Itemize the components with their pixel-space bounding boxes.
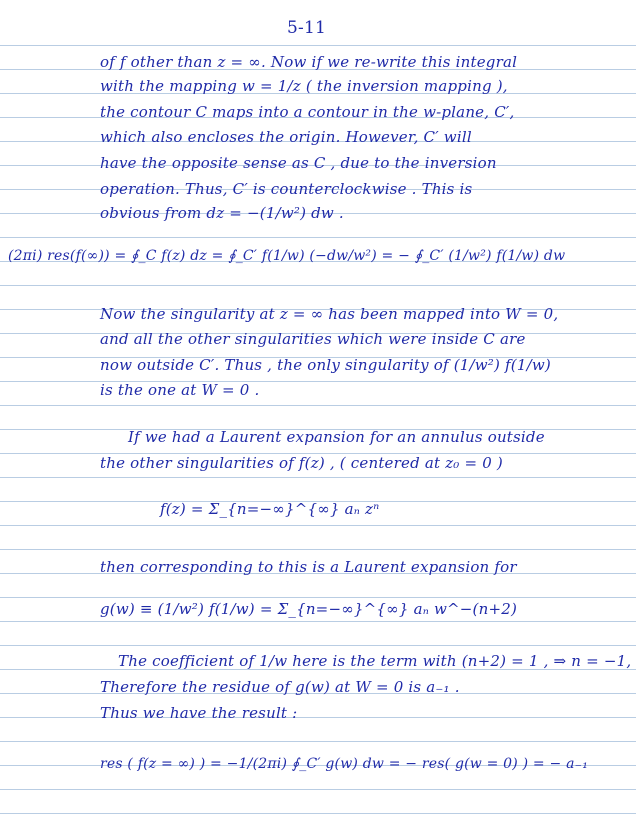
- text-line: the contour C maps into a contour in the w-plane, C′,: [100, 103, 515, 121]
- text-line: and all the other singularities which were inside C are: [100, 330, 526, 348]
- text-line: with the mapping w = 1/z ( the inversion mapping ),: [100, 77, 508, 95]
- ruled-line: [0, 405, 636, 406]
- text-line: obvious from dz = −(1/w²) dw .: [100, 204, 344, 222]
- text-line: which also encloses the origin. However, C′ will: [100, 128, 472, 146]
- text-line: operation. Thus, C′ is counterclockwise . This is: [100, 180, 473, 198]
- ruled-line: [0, 741, 636, 742]
- ruled-line: [0, 237, 636, 238]
- text-line: the other singularities of f(z) , ( centered at z₀ = 0 ): [100, 454, 503, 472]
- equation-residue-integral: (2πi) res(f(∞)) = ∮_C f(z) dz = ∮_C′ f(1/w) (−dw/w²) = − ∮_C′ (1/w²) f(1/w) dw: [8, 248, 566, 264]
- equation-laurent-g: g(w) ≡ (1/w²) f(1/w) = Σ_{n=−∞}^{∞} aₙ w^−(n+2): [100, 600, 518, 618]
- text-line: have the opposite sense as C , due to the inversion: [100, 154, 497, 172]
- ruled-line: [0, 717, 636, 718]
- ruled-line: [0, 789, 636, 790]
- text-line: Therefore the residue of g(w) at W = 0 is a₋₁ .: [100, 678, 460, 696]
- equation-laurent-f: f(z) = Σ_{n=−∞}^{∞} aₙ zⁿ: [160, 500, 380, 518]
- ruled-line: [0, 45, 636, 46]
- ruled-line: [0, 597, 636, 598]
- text-line: then corresponding to this is a Laurent expansion for: [100, 558, 517, 576]
- text-line: is the one at W = 0 .: [100, 381, 260, 399]
- page-number: 5-11: [287, 18, 326, 38]
- ruled-line: [0, 549, 636, 550]
- ruled-line: [0, 381, 636, 382]
- ruled-line: [0, 525, 636, 526]
- equation-result: res ( f(z = ∞) ) = −1/(2πi) ∮_C′ g(w) dw = − res( g(w = 0) ) = − a₋₁: [100, 756, 589, 772]
- text-line: of f other than z = ∞. Now if we re-write this integral: [100, 53, 518, 71]
- ruled-line: [0, 477, 636, 478]
- text-line: The coefficient of 1/w here is the term with (n+2) = 1 , ⇒ n = −1,: [118, 652, 632, 670]
- ruled-line: [0, 813, 636, 814]
- text-line: Thus we have the result :: [100, 704, 298, 722]
- ruled-line: [0, 621, 636, 622]
- ruled-line: [0, 645, 636, 646]
- ruled-line: [0, 285, 636, 286]
- text-line: now outside C′. Thus , the only singularity of (1/w²) f(1/w): [100, 356, 551, 374]
- text-line: Now the singularity at z = ∞ has been mapped into W = 0,: [100, 305, 559, 323]
- text-line: If we had a Laurent expansion for an annulus outside: [128, 428, 545, 446]
